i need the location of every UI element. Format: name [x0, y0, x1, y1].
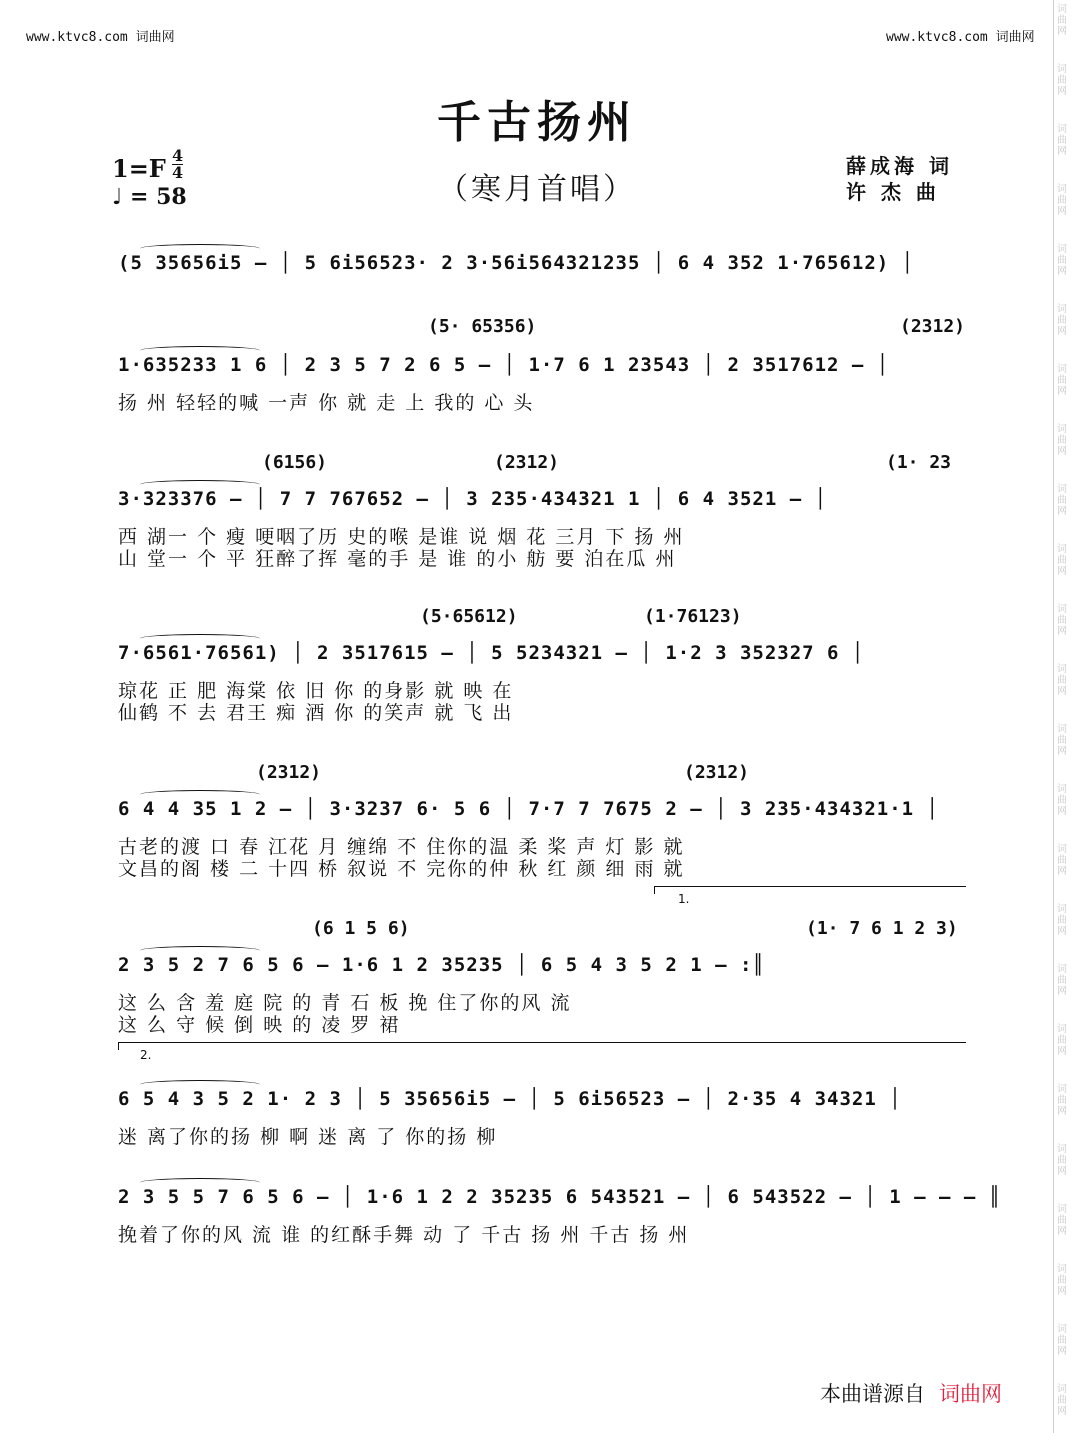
- tempo-mark: ♩ = 58: [112, 184, 187, 210]
- site-header-left: www.ktvc8.com 词曲网: [26, 30, 175, 45]
- song-title: 千古扬州: [437, 97, 637, 148]
- footer-source: [820, 1378, 1002, 1408]
- watermark-text: 词曲网: [1057, 604, 1067, 637]
- watermark-text: 词曲网: [1057, 1204, 1067, 1237]
- line-2-slur: [140, 346, 260, 355]
- composer-credit: 许 杰 曲: [846, 180, 940, 204]
- line-2-notes: 1·635233 1 6 │ 2 3 5 7 2 6 5 – │ 1·7 6 1 23543 │ 2 3517612 – │: [118, 354, 890, 376]
- watermark-text: 词曲网: [1057, 724, 1067, 757]
- line-5-accompaniment-1: (2312): [256, 762, 322, 783]
- line-4-accompaniment-1: (5·65612): [420, 606, 518, 627]
- watermark-text: 词曲网: [1057, 1024, 1067, 1057]
- time-signature-bottom: 4: [172, 163, 184, 182]
- watermark-text: 词曲网: [1057, 64, 1067, 97]
- line-4-slur: [140, 634, 260, 643]
- time-signature: [172, 148, 183, 181]
- line-3-lyrics-1: 西 湖一 个 瘦 哽咽了历 史的喉 是谁 说 烟 花 三月 下 扬 州: [118, 526, 685, 548]
- song-subtitle: （寒月首唱）: [438, 172, 636, 207]
- line-3-accompaniment-3: (1· 23: [886, 452, 952, 473]
- watermark-text: 词曲网: [1057, 1324, 1067, 1357]
- line-5-notes: 6 4 4 35 1 2 – │ 3·3237 6· 5 6 │ 7·7 7 7675 2 – │ 3 235·434321·1 │: [118, 798, 939, 820]
- line-2-accompaniment-1: (5· 65356): [428, 316, 537, 337]
- line-3-slur: [140, 480, 260, 489]
- line-7-notes: 6 5 4 3 5 2 1· 2 3 │ 5 35656i5 – │ 5 6i56523 – │ 2·35 4 34321 │: [118, 1088, 902, 1110]
- watermark-text: 词曲网: [1057, 4, 1067, 37]
- line-1-slur: [140, 244, 260, 253]
- line-6-slur: [140, 946, 260, 955]
- line-8-notes: 2 3 5 5 7 6 5 6 – │ 1·6 1 2 2 35235 6 543521 – │ 6 543522 – │ 1 – – – ║: [118, 1186, 1002, 1208]
- volta-2-hook: [118, 1042, 119, 1050]
- line-7-lyrics-1: 迷 离了你的扬 柳 啊 迷 离 了 你的扬 柳: [118, 1126, 498, 1148]
- line-4-notes: 7·6561·76561) │ 2 3517615 – │ 5 5234321 – │ 1·2 3 352327 6 │: [118, 642, 865, 664]
- watermark-text: 词曲网: [1057, 844, 1067, 877]
- volta-2-label: 2.: [140, 1048, 152, 1062]
- line-5-lyrics-1: 古老的渡 口 春 江花 月 缠绵 不 住你的温 柔 桨 声 灯 影 就: [118, 836, 685, 858]
- volta-1-hook: [654, 886, 655, 894]
- time-signature-top: 4: [172, 146, 184, 165]
- line-2-accompaniment-2: (2312): [900, 316, 966, 337]
- line-6-notes: 2 3 5 2 7 6 5 6 – 1·6 1 2 35235 │ 6 5 4 3 5 2 1 – :║: [118, 954, 765, 976]
- line-3-notes: 3·323376 – │ 7 7 767652 – │ 3 235·434321 1 │ 6 4 3521 – │: [118, 488, 828, 510]
- watermark-text: 词曲网: [1057, 784, 1067, 817]
- line-7-slur: [140, 1080, 260, 1089]
- watermark-text: 词曲网: [1057, 184, 1067, 217]
- watermark-text: 词曲网: [1057, 1264, 1067, 1297]
- watermark-text: 词曲网: [1057, 964, 1067, 997]
- watermark-text: 词曲网: [1057, 904, 1067, 937]
- line-6-lyrics-2: 这 么 守 候 倒 映 的 凌 罗 裙: [118, 1014, 401, 1036]
- footer-brand: 词曲网: [939, 1382, 1002, 1406]
- line-5-slur: [140, 790, 260, 799]
- watermark-text: 词曲网: [1057, 304, 1067, 337]
- line-3-accompaniment-1: (6156): [262, 452, 328, 473]
- line-5-accompaniment-2: (2312): [684, 762, 750, 783]
- line-4-accompaniment-2: (1·76123): [644, 606, 742, 627]
- line-2-lyrics-1: 扬 州 轻轻的喊 一声 你 就 走 上 我的 心 头: [118, 392, 535, 414]
- line-8-lyrics-1: 挽着了你的风 流 谁 的红酥手舞 动 了 千古 扬 州 千古 扬 州: [118, 1224, 690, 1246]
- volta-1-bracket: [654, 886, 966, 887]
- watermark-text: 词曲网: [1057, 424, 1067, 457]
- lyricist-credit: 薛成海 词: [846, 154, 953, 178]
- line-3-accompaniment-2: (2312): [494, 452, 560, 473]
- watermark-text: 词曲网: [1057, 124, 1067, 157]
- watermark-text: 词曲网: [1057, 544, 1067, 577]
- line-1-notes: (5 35656i5 – │ 5 6i56523· 2 3·56i564321235 │ 6 4 352 1·765612) │: [118, 252, 915, 274]
- watermark-strip: [1053, 0, 1070, 1433]
- watermark-text: 词曲网: [1057, 1144, 1067, 1177]
- watermark-text: 词曲网: [1057, 664, 1067, 697]
- line-6-lyrics-1: 这 么 含 羞 庭 院 的 青 石 板 挽 住了你的风 流: [118, 992, 572, 1014]
- line-8-slur: [140, 1178, 260, 1187]
- footer-source-label: 本曲谱源自: [820, 1382, 925, 1406]
- site-header-right: www.ktvc8.com 词曲网: [886, 30, 1035, 45]
- watermark-text: 词曲网: [1057, 1384, 1067, 1417]
- line-4-lyrics-1: 琼花 正 肥 海棠 依 旧 你 的身影 就 映 在: [118, 680, 514, 702]
- watermark-text: 词曲网: [1057, 364, 1067, 397]
- volta-2-bracket: [118, 1042, 966, 1043]
- volta-1-label: 1.: [678, 892, 690, 906]
- line-6-accompaniment-2: (1· 7 6 1 2 3): [806, 918, 958, 939]
- line-4-lyrics-2: 仙鹤 不 去 君王 痴 酒 你 的笑声 就 飞 出: [118, 702, 514, 724]
- line-5-lyrics-2: 文昌的阁 楼 二 十四 桥 叙说 不 完你的仲 秋 红 颜 细 雨 就: [118, 858, 685, 880]
- line-6-accompaniment-1: (6 1 5 6): [312, 918, 410, 939]
- key-signature: 1=F: [112, 154, 166, 183]
- watermark-text: 词曲网: [1057, 1084, 1067, 1117]
- line-3-lyrics-2: 山 堂一 个 平 狂醉了挥 毫的手 是 谁 的小 舫 要 泊在瓜 州: [118, 548, 677, 570]
- watermark-text: 词曲网: [1057, 484, 1067, 517]
- watermark-text: 词曲网: [1057, 244, 1067, 277]
